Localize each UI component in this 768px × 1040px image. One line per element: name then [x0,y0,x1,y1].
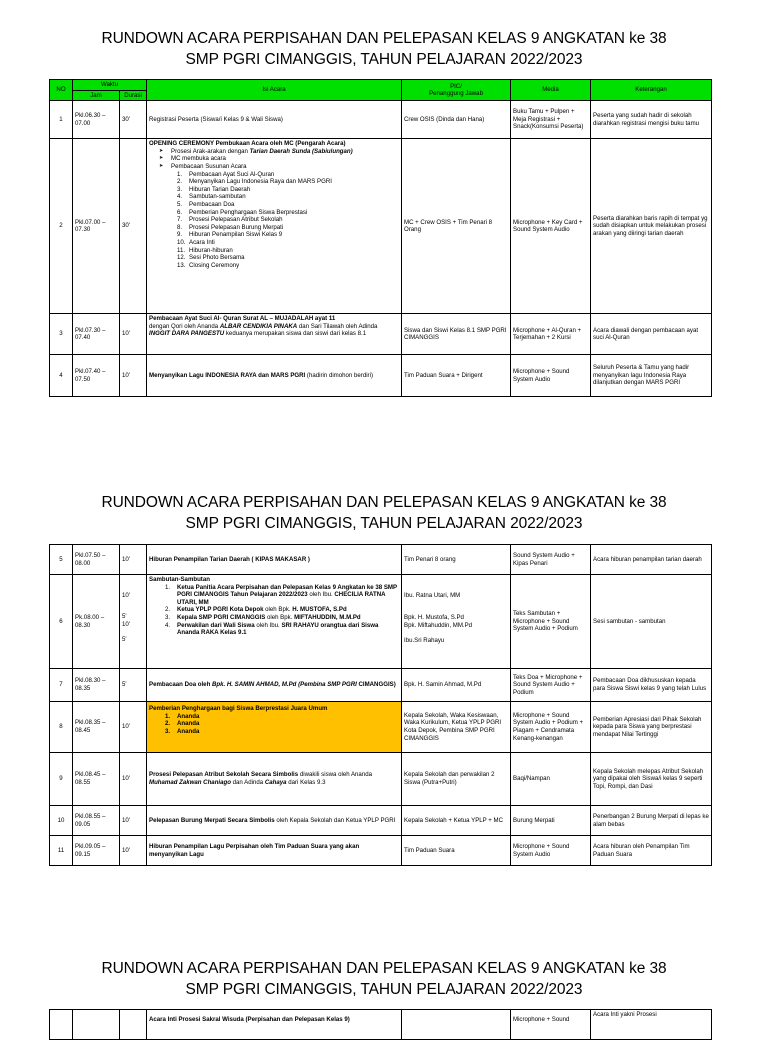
table-row: 8 Pkl.08.35 – 08.45 10' Pemberian Penghargaan bagi Siswa Berprestasi Juara Umum 1. Ananda 2. Ananda 3. Ananda Kepala Sekolah, Waka Kesiswaan, Waka Kurikulum, Ketua YPLP PGRI Kota Depok, Pembina SMP PGRI CIMANGGIS Microphone + Sound System Audio + Podium + Piagam + Cendramata Kenang-kenangan Pemberian Apresiasi dari Pihak Sekolah kepada para Siswa yang berprestasi mendapat Nilai Tertinggi [50,702,712,753]
sambutan-cell: Sambutan-Sambutan 1. Ketua Panitia Acara Perpisahan dan Pelepasan Kelas 9 Angkatan ke 38 SMP PGRI CIMANGGIS Tahun Pelajaran 2022/2023 oleh Ibu. CHECILIA RATNA UTARI, MM 2. Ketua YPLP PGRI Kota Depok oleh Bpk. H. MUSTOFA, S.Pd 3. Kepala SMP PGRI CIMANGGIS oleh Bpk. MIFTAHUDDIN, M.M.Pd 4. Perwakilan dari Wali Siswa oleh Ibu. SRI RAHAYU orangtua dari Siswa Ananda RAKA Kelas 9.1 [147,575,402,669]
list-item: ➤ MC membuka acara [149,155,399,163]
list-item: 8. Prosesi Pelepasan Burung Merpati [177,223,284,231]
rundown-table-1 [49,79,712,397]
table-row: 7 Pkl.08.30 – 08.35 5' Pembacaan Doa oleh Bpk. H. SAMIN AHMAD, M.Pd (Pembina SMP PGRI CIMANGGIS) Bpk. H. Samin Ahmad, M.Pd Teks Doa + Microphone + Sound System Audio + Podium Pembacaan Doa dikhususkan kepada para Siswa Siswi kelas 9 yang telah Lulus [50,669,712,702]
table-row: 9 Pkl.08.45 – 08.55 10' Prosesi Pelepasan Atribut Sekolah Secara Simbolis diwakili siswa oleh Ananda Muhamad Zakwan Chaniago dan Adinda Cahaya dari Kelas 9.3 Kepala Sekolah dan perwakilan 2 Siswa (Putra+Putri) Baqi/Nampan Kepala Sekolah melepas Atribut Sekolah yang dipakai oleh Siswa/i kelas 9 seperti Topi, Rompi, dan Dasi [50,753,712,806]
list-item: 5. Pembacaan Doa [177,200,235,208]
table-row: 3 Pkl.07.30 – 07.40 10' Pembacaan Ayat Suci Al- Quran Surat AL – MUJADALAH ayat 11 dengan Qori oleh Ananda ALBAR CENDIKIA PINAKA dan Sari Tilawah oleh Adinda INGGIT DARA PANGESTU keduanya merupakan siswa dan siswi dari kelas 8.1 Siswa dan Siswi Kelas 8.1 SMP PGRI CIMANGGIS Microphone + Al-Quran + Terjemahan + 2 Kursi Acara diawali dengan pembacaan ayat suci Al-Quran [50,314,712,355]
header-media: Media [511,80,591,101]
list-item: 12. Sesi Photo Bersama [177,254,245,262]
table-row: 5 Pkl.07.50 – 08.00 10' Hiburan Penampilan Tarian Daerah ( KIPAS MAKASAR ) Tim Penari 8 orang Sound System Audio + Kipas Penari Acara hiburan penampilan tarian daerah [50,545,712,575]
list-item: 3. Kepala SMP PGRI CIMANGGIS oleh Bpk. MIFTAHUDDIN, M.M.Pd [165,613,361,621]
table-row: 6 Pk.08.00 – 08.30 10' 5' 10' 5' Sambutan-Sambutan 1. Ketua Panitia Acara Perpisahan dan Pelepasan Kelas 9 Angkatan ke 38 SMP PGRI CIMANGGIS Tahun Pelajaran 2022/2023 oleh Ibu. CHECILIA RATNA UTARI, MM 2. Ketua YPLP PGRI Kota Depok oleh Bpk. H. MUSTOFA, S.Pd 3. Kepala SMP PGRI CIMANGGIS oleh Bpk. MIFTAHUDDIN, M.M.Pd 4. Perwakilan dari Wali Siswa oleh Ibu. SRI RAHAYU orangtua dari Siswa Ananda RAKA Kelas 9.1 Ibu. Ratna Utari, MM Bpk. H. Mustofa, S.Pd Bpk. Miftahuddin, MM.Pd Ibu.Sri Rahayu Teks Sambutan + Microphone + Sound System Audio + Podium Sesi sambutan - sambutan [50,575,712,669]
list-item: 9. Hiburan Penampilan Siswi Kelas 9 [177,231,283,239]
list-item: 2. Menyanyikan Lagu Indonesia Raya dan MARS PGRI [177,178,332,186]
list-item: ➤ Pembacaan Susunan Acara [149,163,399,171]
header-pic: PIC/ Penanggung Jawab [402,80,511,101]
highlighted-cell: Pemberian Penghargaan bagi Siswa Berprestasi Juara Umum 1. Ananda 2. Ananda 3. Ananda [147,702,402,753]
list-item: 1. Ananda [165,712,200,720]
header-keterangan: Keterangan [591,80,712,101]
opening-items-list [149,171,399,270]
durasi-stack: 10' 5' 10' 5' [120,575,147,669]
list-item: 6. Pemberian Penghargaan Siswa Berprestasi [177,208,308,216]
page-title: RUNDOWN ACARA PERPISAHAN DAN PELEPASAN KELAS 9 ANGKATAN ke 38 SMP PGRI CIMANGGIS, TAHUN PELAJARAN 2022/2023 [101,960,667,998]
list-item: 2. Ketua YPLP PGRI Kota Depok oleh Bpk. H. MUSTOFA, S.Pd [165,606,347,614]
list-item: 4. Perwakilan dari Wali Siswa oleh Ibu. SRI RAHAYU orangtua dari Siswa Ananda RAKA Kelas 9.1 [165,621,379,637]
header-waktu: Waktu [73,80,147,91]
header-jam: Jam [73,90,120,101]
page-title: RUNDOWN ACARA PERPISAHAN DAN PELEPASAN KELAS 9 ANGKATAN ke 38 SMP PGRI CIMANGGIS, TAHUN PELAJARAN 2022/2023 [101,494,667,532]
table-row: 11 Pkl.09.05 – 09.15 10' Hiburan Penampilan Lagu Perpisahan oleh Tim Paduan Suara yang akan menyanyikan Lagu Tim Paduan Suara Microphone + Sound System Audio Acara hiburan oleh Penampilan Tim Paduan Suara [50,836,712,866]
list-item: 1. Pembacaan Ayat Suci Al-Quran [177,170,275,178]
list-item: 13. Closing Ceremony [177,261,240,269]
table-row: 1 Pkl.06.30 – 07.00 30' Registrasi Peserta (Siswa/i Kelas 9 & Wali Siswa) Crew OSIS (Dinda dan Hana) Buku Tamu + Pulpen + Meja Registrasi + Snack(Konsumsi Peserta) Peserta yang sudah hadir di sekolah diarahkan registrasi mengisi buku tamu [50,101,712,139]
list-item: 3. Ananda [165,727,200,735]
list-item: 1. Ketua Panitia Acara Perpisahan dan Pelepasan Kelas 9 Angkatan ke 38 SMP PGRI CIMANGGIS Tahun Pelajaran 2022/2023 oleh Ibu. CHECILIA RATNA UTARI, MM [165,583,397,606]
table-row: 4 Pkl.07.40 – 07.50 10' Menyanyikan Lagu INDONESIA RAYA dan MARS PGRI (hadirin dimohon berdiri) Tim Paduan Suara + Dirigent Microphone + Sound System Audio Seluruh Peserta & Tamu yang hadir menyanyikan lagu Indonesia Raya dilanjutkan dengan MARS PGRI [50,355,712,397]
opening-ceremony-cell: OPENING CEREMONY Pembukaan Acara oleh MC (Pengarah Acara) ➤ Prosesi Arak-arakan dengan Tarian Daerah Sunda (Sabiulungan) ➤ MC membuka acara ➤ Pembacaan Susunan Acara 1. Pembacaan Ayat Suci Al-Quran 2. Menyanyikan Lagu Indonesia Raya dan MARS PGRI 3. Hiburan Tarian Daerah 4. Sambutan-sambutan 5. Pembacaan Doa 6. Pemberian Penghargaan Siswa Berprestasi 7. Prosesi Pelepasan Atribut Sekolah 8. Prosesi Pelepasan Burung Merpati 9. Hiburan Penampilan Siswi Kelas 9 10. Acara Inti 11. Hiburan-hiburan 12. Sesi Photo Bersama 13. Closing Ceremony [147,139,402,314]
list-item: 4. Sambutan-sambutan [177,193,246,201]
rundown-table-2 [49,544,712,866]
list-item: 11. Hiburan-hiburan [177,246,233,254]
header-no: NO [50,80,73,101]
list-item: 3. Hiburan Tarian Daerah [177,185,251,193]
list-item: 2. Ananda [165,720,200,728]
page-title: RUNDOWN ACARA PERPISAHAN DAN PELEPASAN KELAS 9 ANGKATAN ke 38 SMP PGRI CIMANGGIS, TAHUN PELAJARAN 2022/2023 [101,30,667,68]
header-isi-acara: Isi Acara [147,80,402,101]
table-row: Acara Inti Prosesi Sakral Wisuda (Perpisahan dan Pelepasan Kelas 9) Microphone + Sound Acara Inti yakni Prosesi [50,1010,712,1040]
list-item: 7. Prosesi Pelepasan Atribut Sekolah [177,216,283,224]
table-row: 10 Pkl.08.55 – 09.05 10' Pelepasan Burung Merpati Secara Simbolis oleh Kepala Sekolah dan Ketua YPLP PGRI Kepala Sekolah + Ketua YPLP + MC Burung Merpati Penerbangan 2 Burung Merpati di lepas ke alam bebas [50,806,712,836]
list-item: ➤ Prosesi Arak-arakan dengan Tarian Daerah Sunda (Sabiulungan) [149,148,399,156]
table-row: 2 Pkl.07.00 – 07.30 30' OPENING CEREMONY Pembukaan Acara oleh MC (Pengarah Acara) ➤ Prosesi Arak-arakan dengan Tarian Daerah Sunda (Sabiulungan) ➤ MC membuka acara ➤ Pembacaan Susunan Acara 1. Pembacaan Ayat Suci Al-Quran 2. Menyanyikan Lagu Indonesia Raya dan MARS PGRI 3. Hiburan Tarian Daerah 4. Sambutan-sambutan 5. Pembacaan Doa 6. Pemberian Penghargaan Siswa Berprestasi 7. Prosesi Pelepasan Atribut Sekolah 8. Prosesi Pelepasan Burung Merpati 9. Hiburan Penampilan Siswi Kelas 9 10. Acara Inti 11. Hiburan-hiburan 12. Sesi Photo Bersama 13. Closing Ceremony MC + Crew OSIS + Tim Penari 8 Orang Microphone + Key Card + Sound System Audio Peserta diarahkan baris rapih di tempat yg sudah disiapkan untuk melakukan prosesi arakan yang diiringi tarian daerah [50,139,712,314]
header-durasi: Durasi [120,90,147,101]
pic-stack: Ibu. Ratna Utari, MM Bpk. H. Mustofa, S.Pd Bpk. Miftahuddin, MM.Pd Ibu.Sri Rahayu [402,575,511,669]
rundown-table-3 [49,1009,712,1040]
list-item: 10. Acara Inti [177,238,215,246]
